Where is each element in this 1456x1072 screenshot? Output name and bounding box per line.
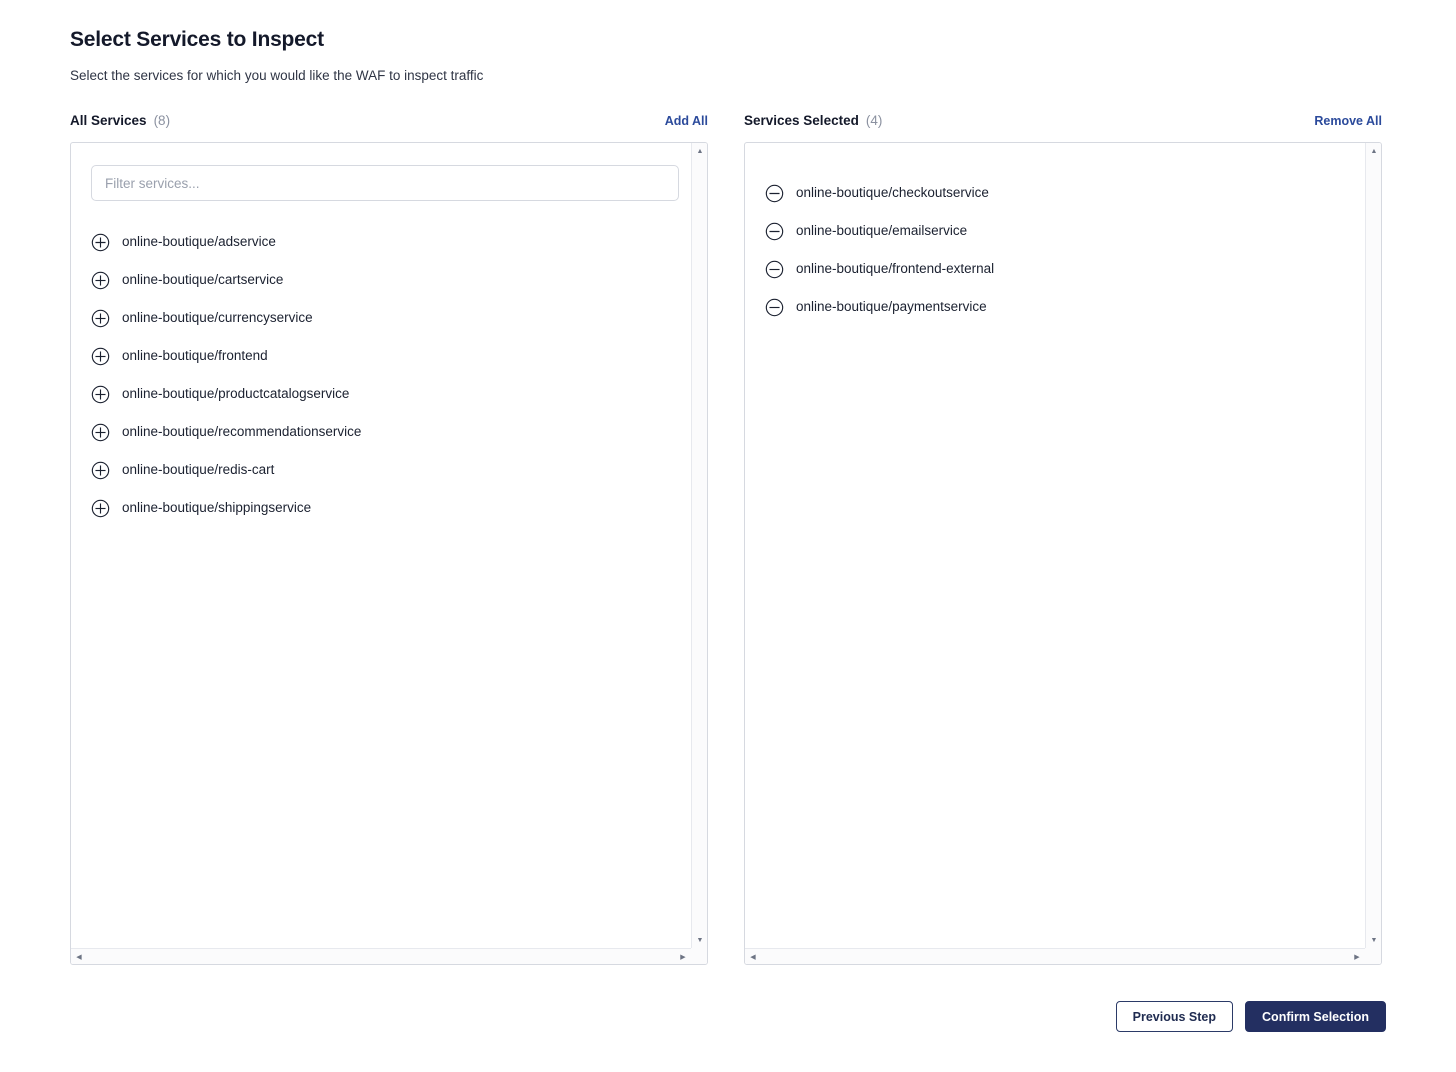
plus-circle-icon[interactable]	[91, 309, 110, 328]
list-item-label: online-boutique/shippingservice	[122, 500, 312, 516]
plus-circle-icon[interactable]	[91, 499, 110, 518]
list-item[interactable]	[91, 261, 671, 299]
scroll-down-arrow-icon[interactable]: ▼	[696, 936, 704, 944]
selected-services-panel	[744, 142, 1382, 965]
selected-services-panel-content	[745, 143, 1365, 948]
dual-list-layout	[70, 113, 1386, 965]
plus-circle-icon[interactable]	[91, 423, 110, 442]
scroll-left-arrow-icon[interactable]: ◀	[750, 953, 756, 961]
list-item[interactable]	[91, 299, 671, 337]
list-item-label: online-boutique/cartservice	[122, 272, 284, 288]
all-services-title: All Services	[70, 113, 147, 128]
list-item-label: online-boutique/frontend	[122, 348, 268, 364]
all-services-header-left	[70, 113, 170, 128]
all-services-count: (8)	[153, 113, 171, 128]
selected-services-header-left	[744, 113, 882, 128]
horizontal-scrollbar[interactable]	[745, 948, 1365, 964]
remove-all-button[interactable]: Remove All	[1314, 114, 1382, 128]
minus-circle-icon[interactable]	[765, 260, 784, 279]
scroll-down-arrow-icon[interactable]: ▼	[1370, 936, 1378, 944]
available-services-list	[91, 223, 671, 527]
selected-services-header	[744, 113, 1382, 131]
list-item-label: online-boutique/redis-cart	[122, 462, 275, 478]
scroll-up-arrow-icon[interactable]: ▲	[696, 147, 704, 155]
add-all-button[interactable]: Add All	[664, 114, 708, 128]
vertical-scrollbar[interactable]	[1365, 143, 1381, 948]
list-item[interactable]	[91, 337, 671, 375]
list-item-label: online-boutique/productcatalogservice	[122, 386, 350, 402]
scrollbar-corner	[691, 948, 707, 964]
list-item[interactable]	[91, 413, 671, 451]
minus-circle-icon[interactable]	[765, 298, 784, 317]
page-subtitle: Select the services for which you would like the WAF to inspect traffic	[70, 68, 484, 83]
list-item[interactable]	[91, 223, 671, 261]
minus-circle-icon[interactable]	[765, 184, 784, 203]
list-item[interactable]	[765, 174, 1345, 212]
horizontal-scrollbar[interactable]	[71, 948, 691, 964]
selected-services-title: Services Selected	[744, 113, 859, 128]
all-services-column	[70, 113, 708, 965]
list-item[interactable]	[91, 489, 671, 527]
selected-services-list	[765, 165, 1345, 326]
vertical-scrollbar[interactable]	[691, 143, 707, 948]
list-item[interactable]	[765, 250, 1345, 288]
scroll-right-arrow-icon[interactable]: ▶	[680, 953, 686, 961]
plus-circle-icon[interactable]	[91, 385, 110, 404]
scrollbar-corner	[1365, 948, 1381, 964]
list-item-label: online-boutique/emailservice	[796, 223, 968, 239]
scroll-right-arrow-icon[interactable]: ▶	[1354, 953, 1360, 961]
filter-services-input[interactable]	[91, 165, 679, 201]
all-services-header	[70, 113, 708, 131]
selected-services-count: (4)	[865, 113, 883, 128]
list-item-label: online-boutique/checkoutservice	[796, 185, 989, 201]
confirm-selection-button[interactable]: Confirm Selection	[1245, 1001, 1386, 1032]
scroll-up-arrow-icon[interactable]: ▲	[1370, 147, 1378, 155]
wizard-footer	[1116, 1001, 1386, 1032]
all-services-panel	[70, 142, 708, 965]
list-item-label: online-boutique/paymentservice	[796, 299, 987, 315]
list-item[interactable]	[91, 451, 671, 489]
list-item-label: online-boutique/recommendationservice	[122, 424, 362, 440]
scroll-left-arrow-icon[interactable]: ◀	[76, 953, 82, 961]
list-item[interactable]	[765, 212, 1345, 250]
minus-circle-icon[interactable]	[765, 222, 784, 241]
list-item-label: online-boutique/currencyservice	[122, 310, 313, 326]
previous-step-button[interactable]: Previous Step	[1116, 1001, 1233, 1032]
list-item-label: online-boutique/adservice	[122, 234, 276, 250]
list-item[interactable]	[765, 288, 1345, 326]
list-item[interactable]	[91, 375, 671, 413]
plus-circle-icon[interactable]	[91, 271, 110, 290]
selected-services-column	[744, 113, 1382, 965]
page-title: Select Services to Inspect	[70, 28, 324, 51]
plus-circle-icon[interactable]	[91, 347, 110, 366]
list-item-label: online-boutique/frontend-external	[796, 261, 995, 277]
all-services-panel-content	[71, 143, 691, 948]
plus-circle-icon[interactable]	[91, 233, 110, 252]
plus-circle-icon[interactable]	[91, 461, 110, 480]
